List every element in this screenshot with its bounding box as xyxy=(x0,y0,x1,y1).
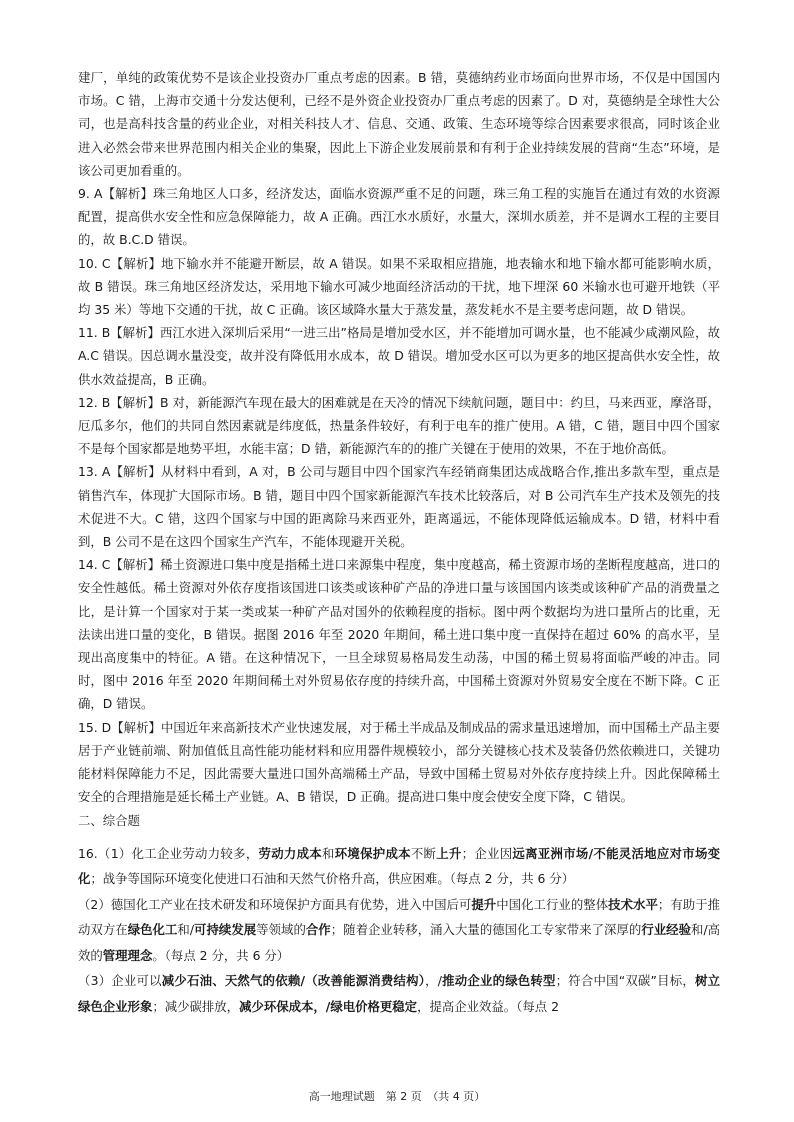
key-phrase: 合作 xyxy=(305,922,331,938)
answer-16-part3 xyxy=(78,968,720,1019)
text-run: 和/高效的 xyxy=(78,922,721,963)
text-run: ；减少碳排放， xyxy=(152,999,240,1015)
key-phrase: 行业经验 xyxy=(641,922,692,938)
key-phrase: 减少石油、天然气的依赖/（改善能源消费结构） xyxy=(161,973,426,989)
key-phrase: 绿色化工 xyxy=(127,922,178,938)
text-run: 不断 xyxy=(410,845,437,861)
key-phrase: 上升 xyxy=(436,845,462,861)
answer-12: 12. B【解析】B 对，新能源汽车现在最大的困难就是在天冷的情况下续航问题，题目中：约旦，马来西亚，摩洛哥，厄瓜多尔，他们的共同自然因素就是纬度低，热量条件较好，有利于电车的推广使用。A 错，C 错，题目中四个国家不是每个国家都是地势平坦，水能丰富；D 错，新能源汽车的的推广关键在于使用的效果，不在于地价高低。 xyxy=(78,394,720,457)
text-run: ，提高企业效益。（每点 2 xyxy=(417,999,559,1015)
text-run: 。（每点 2 分，共 6 分） xyxy=(152,947,290,963)
answer-13: 13. A【解析】从材料中看到，A 对，B 公司与题目中四个国家汽车经销商集团达成战略合作,推出多款车型，重点是销售汽车，体现扩大国际市场。B 错，题目中四个国家新能源汽车技术比较落后，对 B 公司汽车生产技术及领先的技术促进不大。C 错，这四个国家与中国的距离除马来西亚外，距离遥远，不能体现降低运输成本。D 错，材料中看到，B 公司不是在这四个国家生产汽车，不能体现避开关税。 xyxy=(78,464,720,550)
key-phrase: 环境保护成本 xyxy=(334,845,411,861)
key-phrase: 管理理念 xyxy=(102,947,153,963)
answer-16-part1 xyxy=(78,841,720,892)
key-phrase: 远离亚洲市场/不能灵活地应对市场变化 xyxy=(78,845,721,887)
text-run: 和/ xyxy=(177,922,195,938)
answer-10: 10. C【解析】地下输水并不能避开断层，故 A 错误。如果不采取相应措施，地表输水和地下输水都可能影响水质，故 B 错误。珠三角地区经济发达，采用地下输水可减少地面经济活动的干扰，地下埋深 60 米输水也可避开地铁（平均 35 米）等地下交通的干扰，故 C 正确。该区域降水量大于蒸发量，蒸发耗水不是主要考虑问题，故 D 错误。 xyxy=(78,255,720,318)
key-phrase: 技术水平 xyxy=(608,896,658,912)
text-run: （3）企业可以 xyxy=(78,973,162,989)
key-phrase: 推动企业的绿色转型 xyxy=(441,973,556,989)
answer-9: 9. A【解析】珠三角地区人口多，经济发达，面临水资源严重不足的问题，珠三角工程的实施旨在通过有效的水资源配置，提高供水安全性和应急保障能力，故 A 正确。西江水水质好，水量大，深圳水质差，并不是调水工程的主要目的，故 B.C.D 错误。 xyxy=(78,186,720,248)
text-run: ；随着企业转移，涌入大量的德国化工专家带来了深厚的 xyxy=(330,922,642,938)
key-phrase: 可持续发展 xyxy=(194,922,257,938)
key-phrase: 减少环保成本，/绿电价格更稳定 xyxy=(239,999,418,1015)
text-run: 和 xyxy=(321,845,335,861)
text-run: ；符合中国“双碳”目标， xyxy=(555,973,696,989)
paragraph-continued: 建厂，单纯的政策优势不是该企业投资办厂重点考虑的因素。B 错，莫德纳药业市场面向世界市场，不仅是中国国内市场。C 错，上海市交通十分发达便利，已经不是外资企业投资办厂重点考虑的因素了。D 对，莫德纳是全球性大公司，也是高科技含量的药业企业，对相关科技人才、信息、交通、政策、生态环境等综合因素要求很高，同时该企业进入必然会带来世界范围内相关企业的集聚，因此上下游企业发展前景和有利于企业持续发展的营商“生态”环境，是该公司更加看重的。 xyxy=(78,70,720,178)
text-run: 等领域的 xyxy=(256,922,306,938)
section-title: 二、综合题 xyxy=(78,812,140,828)
page-footer: 高一地理试题 第 2 页 （共 4 页） xyxy=(308,1090,486,1103)
text-run: 中国化工行业的整体 xyxy=(496,896,609,912)
text-run: ，/ xyxy=(425,973,442,989)
answer-page xyxy=(78,66,720,1020)
text-run: ；企业因 xyxy=(461,845,513,861)
answer-15: 15. D【解析】中国近年来高新技术产业快速发展，对于稀土半成品及制成品的需求量迅速增加，而中国稀土产品主要居于产业链前端、附加值低且高性能功能材料和应用器件规模较小，部分关键核心技术及装备仍然依赖进口，关键功能材料保障能力不足，因此需要大量进口国外高端稀土产品，导致中国稀土贸易对外依存度持续上升。因此保障稀土安全的合理措施是延长稀土产业链。A、B 错误，D 正确。提高进口集中度会使安全度下降，C 错误。 xyxy=(78,719,720,805)
answer-16-part2 xyxy=(78,892,720,969)
answer-11: 11. B【解析】西江水进入深圳后采用“一进三出”格局是增加受水区，并不能增加可调水量，也不能减少咸潮风险，故 A.C 错误。因总调水量没变，故并没有降低用水成本，故 D 错误。增加受水区可以为更多的地区提高供水安全性，故供水效益提高，B 正确。 xyxy=(78,325,720,387)
text-run: ；有助于推动双方在 xyxy=(78,896,721,938)
key-phrase: 提升 xyxy=(471,896,497,912)
text-run: （2）德国化工产业在技术研发和环境保护方面具有优势，进入中国后可 xyxy=(78,896,472,912)
text-run: ；战争等国际环境变化使进口石油和天然气价格升高，供应困难。（每点 2 分，共 6 分） xyxy=(90,871,575,887)
key-phrase: 劳动力成本 xyxy=(258,845,322,861)
answer-14: 14. C【解析】稀土资源进口集中度是指稀土进口来源集中程度，集中度越高，稀土资源市场的垄断程度越高，进口的安全性越低。稀土资源对外依存度指该国进口该类或该种矿产品的净进口量与该国国内该类或该种矿产品的消费量之比，是计算一个国家对于某一类或某一种矿产品对国外的依赖程度的指标。图中两个数据均为进口量所占的比重，无法读出进口量的变化，B 错误。据图 2016 年至 2020 年期间，稀土进口集中度一直保持在超过 60% 的高水平，呈现出高度集中的特征。A 错。在这种情况下，一旦全球贸易格局发生动荡，中国的稀土贸易将面临严峻的冲击。同时，图中 2016 年至 2020 年期间稀土对外贸易依存度的持续升高，中国稀土资源对外贸易安全度在不断下降。C 正确，D 错误。 xyxy=(78,557,720,712)
key-phrase: 树立绿色企业形象 xyxy=(78,973,721,1015)
text-run: 16.（1）化工企业劳动力较多， xyxy=(78,845,259,861)
